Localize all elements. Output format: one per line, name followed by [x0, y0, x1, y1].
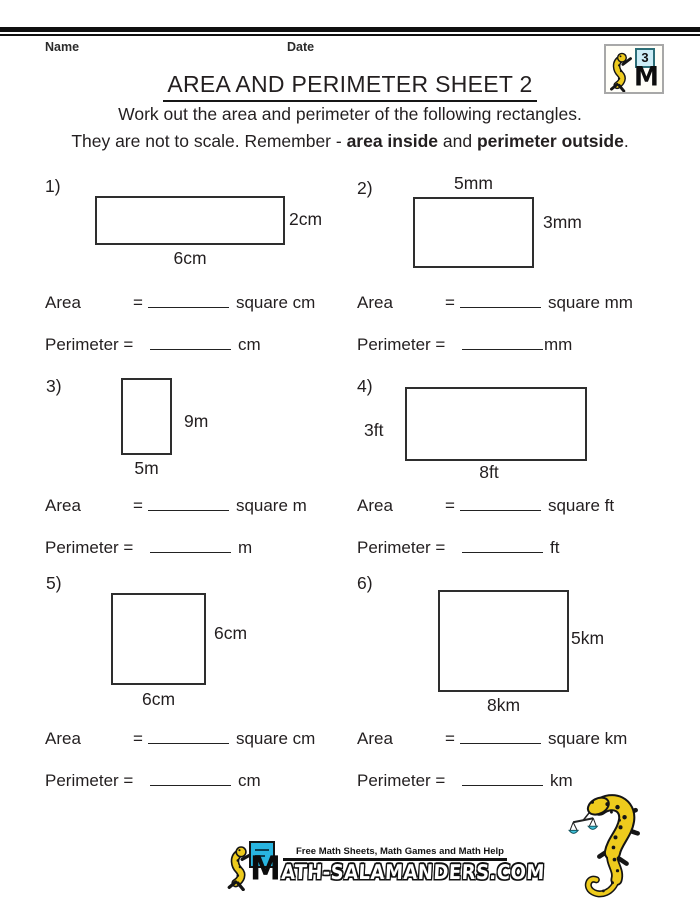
- problem-4-perimeter-row: [357, 538, 559, 558]
- answer-blank: [150, 772, 231, 786]
- problem-2-area-row: [357, 293, 633, 313]
- problem-4-rectangle: [405, 387, 587, 461]
- problem-6-number: 6): [357, 573, 373, 593]
- answer-blank: [148, 497, 229, 511]
- top-rule-thin: [0, 34, 700, 36]
- answer-blank: [462, 336, 543, 350]
- perimeter-label: Perimeter =: [45, 538, 134, 557]
- problem-6-area-row: [357, 729, 627, 749]
- problem-4-area-row: [357, 496, 614, 516]
- area-label: Area: [45, 729, 81, 748]
- problem-3-perimeter-row: [45, 538, 252, 558]
- area-unit: square m: [235, 496, 307, 515]
- answer-blank: [148, 730, 229, 744]
- problem-1-number: 1): [45, 176, 61, 196]
- perimeter-label: Perimeter =: [357, 771, 446, 790]
- problem-5-height-label: 6cm: [214, 623, 248, 643]
- equals-sign: =: [133, 496, 143, 515]
- footer-logo-m-letter: M: [250, 850, 281, 888]
- grade-number: 3: [635, 48, 655, 68]
- equals-sign: =: [133, 729, 143, 748]
- problem-6-perimeter-row: [357, 771, 573, 791]
- area-label: Area: [45, 496, 81, 515]
- area-label: Area: [357, 496, 393, 515]
- answer-blank: [462, 772, 543, 786]
- problem-5-perimeter-row: [45, 771, 261, 791]
- problem-4-width-label: 8ft: [479, 462, 499, 482]
- equals-sign: =: [445, 293, 455, 312]
- page-title: AREA AND PERIMETER SHEET 2: [163, 71, 536, 102]
- problem-1-perimeter-row: [45, 335, 261, 355]
- equals-sign: =: [445, 729, 455, 748]
- area-unit: square ft: [547, 496, 615, 515]
- answer-blank: [150, 539, 231, 553]
- answer-blank: [150, 336, 231, 350]
- problem-5-area-row: [45, 729, 315, 749]
- area-unit: square cm: [235, 729, 316, 748]
- area-unit: square km: [547, 729, 628, 748]
- top-rule-thick: [0, 27, 700, 32]
- area-label: Area: [357, 293, 393, 312]
- answer-blank: [460, 294, 541, 308]
- problem-1-area-row: [45, 293, 315, 313]
- problem-2-rectangle: [413, 197, 534, 268]
- perimeter-unit: m: [238, 538, 253, 557]
- perimeter-label: Perimeter =: [45, 335, 134, 354]
- answer-blank: [462, 539, 543, 553]
- problem-3-height-label: 9m: [184, 411, 209, 431]
- instruction-line-1: Work out the area and perimeter of the following rectangles.: [118, 104, 582, 124]
- perimeter-unit: mm: [544, 335, 573, 354]
- problem-4-number: 4): [357, 376, 373, 396]
- problem-5-rectangle: [111, 593, 206, 685]
- footer-site-name: ATH-SALAMANDERS.COM: [280, 861, 546, 885]
- problem-2-perimeter-row: [357, 335, 572, 355]
- date-field-label: Date: [287, 40, 315, 54]
- problem-5-width-label: 6cm: [141, 689, 176, 709]
- name-field-label: Name: [45, 40, 80, 54]
- area-unit: square cm: [235, 293, 316, 312]
- problem-1-width-label: 6cm: [173, 248, 207, 268]
- perimeter-unit: ft: [550, 538, 560, 557]
- problem-1-rectangle: [95, 196, 285, 245]
- problem-1-height-label: 2cm: [289, 209, 323, 229]
- problem-2-width-label: 5mm: [454, 173, 493, 193]
- area-label: Area: [357, 729, 393, 748]
- answer-blank: [460, 497, 541, 511]
- logo-m-letter: M: [634, 61, 659, 92]
- perimeter-unit: cm: [238, 771, 261, 790]
- footer-tagline: Free Math Sheets, Math Games and Math Help: [296, 846, 504, 857]
- perimeter-unit: cm: [238, 335, 261, 354]
- problem-3-width-label: 5m: [134, 458, 159, 478]
- equals-sign: =: [133, 293, 143, 312]
- problem-4-height-label: 3ft: [364, 420, 384, 440]
- equals-sign: =: [445, 496, 455, 515]
- problem-3-number: 3): [46, 376, 62, 396]
- perimeter-label: Perimeter =: [45, 771, 134, 790]
- instruction-line-2: They are not to scale. Remember - area inside and perimeter outside.: [71, 131, 629, 151]
- problem-3-rectangle: [121, 378, 172, 455]
- problem-5-number: 5): [46, 573, 62, 593]
- perimeter-label: Perimeter =: [357, 538, 446, 557]
- perimeter-label: Perimeter =: [357, 335, 446, 354]
- problem-6-height-label: 5km: [571, 628, 605, 648]
- problem-6-rectangle: [438, 590, 569, 692]
- area-unit: square mm: [547, 293, 633, 312]
- perimeter-unit: km: [550, 771, 573, 790]
- area-label: Area: [45, 293, 81, 312]
- answer-blank: [148, 294, 229, 308]
- problem-3-area-row: [45, 496, 307, 516]
- problem-2-height-label: 3mm: [543, 212, 582, 232]
- salamander-mascot-icon: [568, 792, 666, 905]
- problem-6-width-label: 8km: [486, 695, 521, 715]
- problem-2-number: 2): [357, 178, 373, 198]
- answer-blank: [460, 730, 541, 744]
